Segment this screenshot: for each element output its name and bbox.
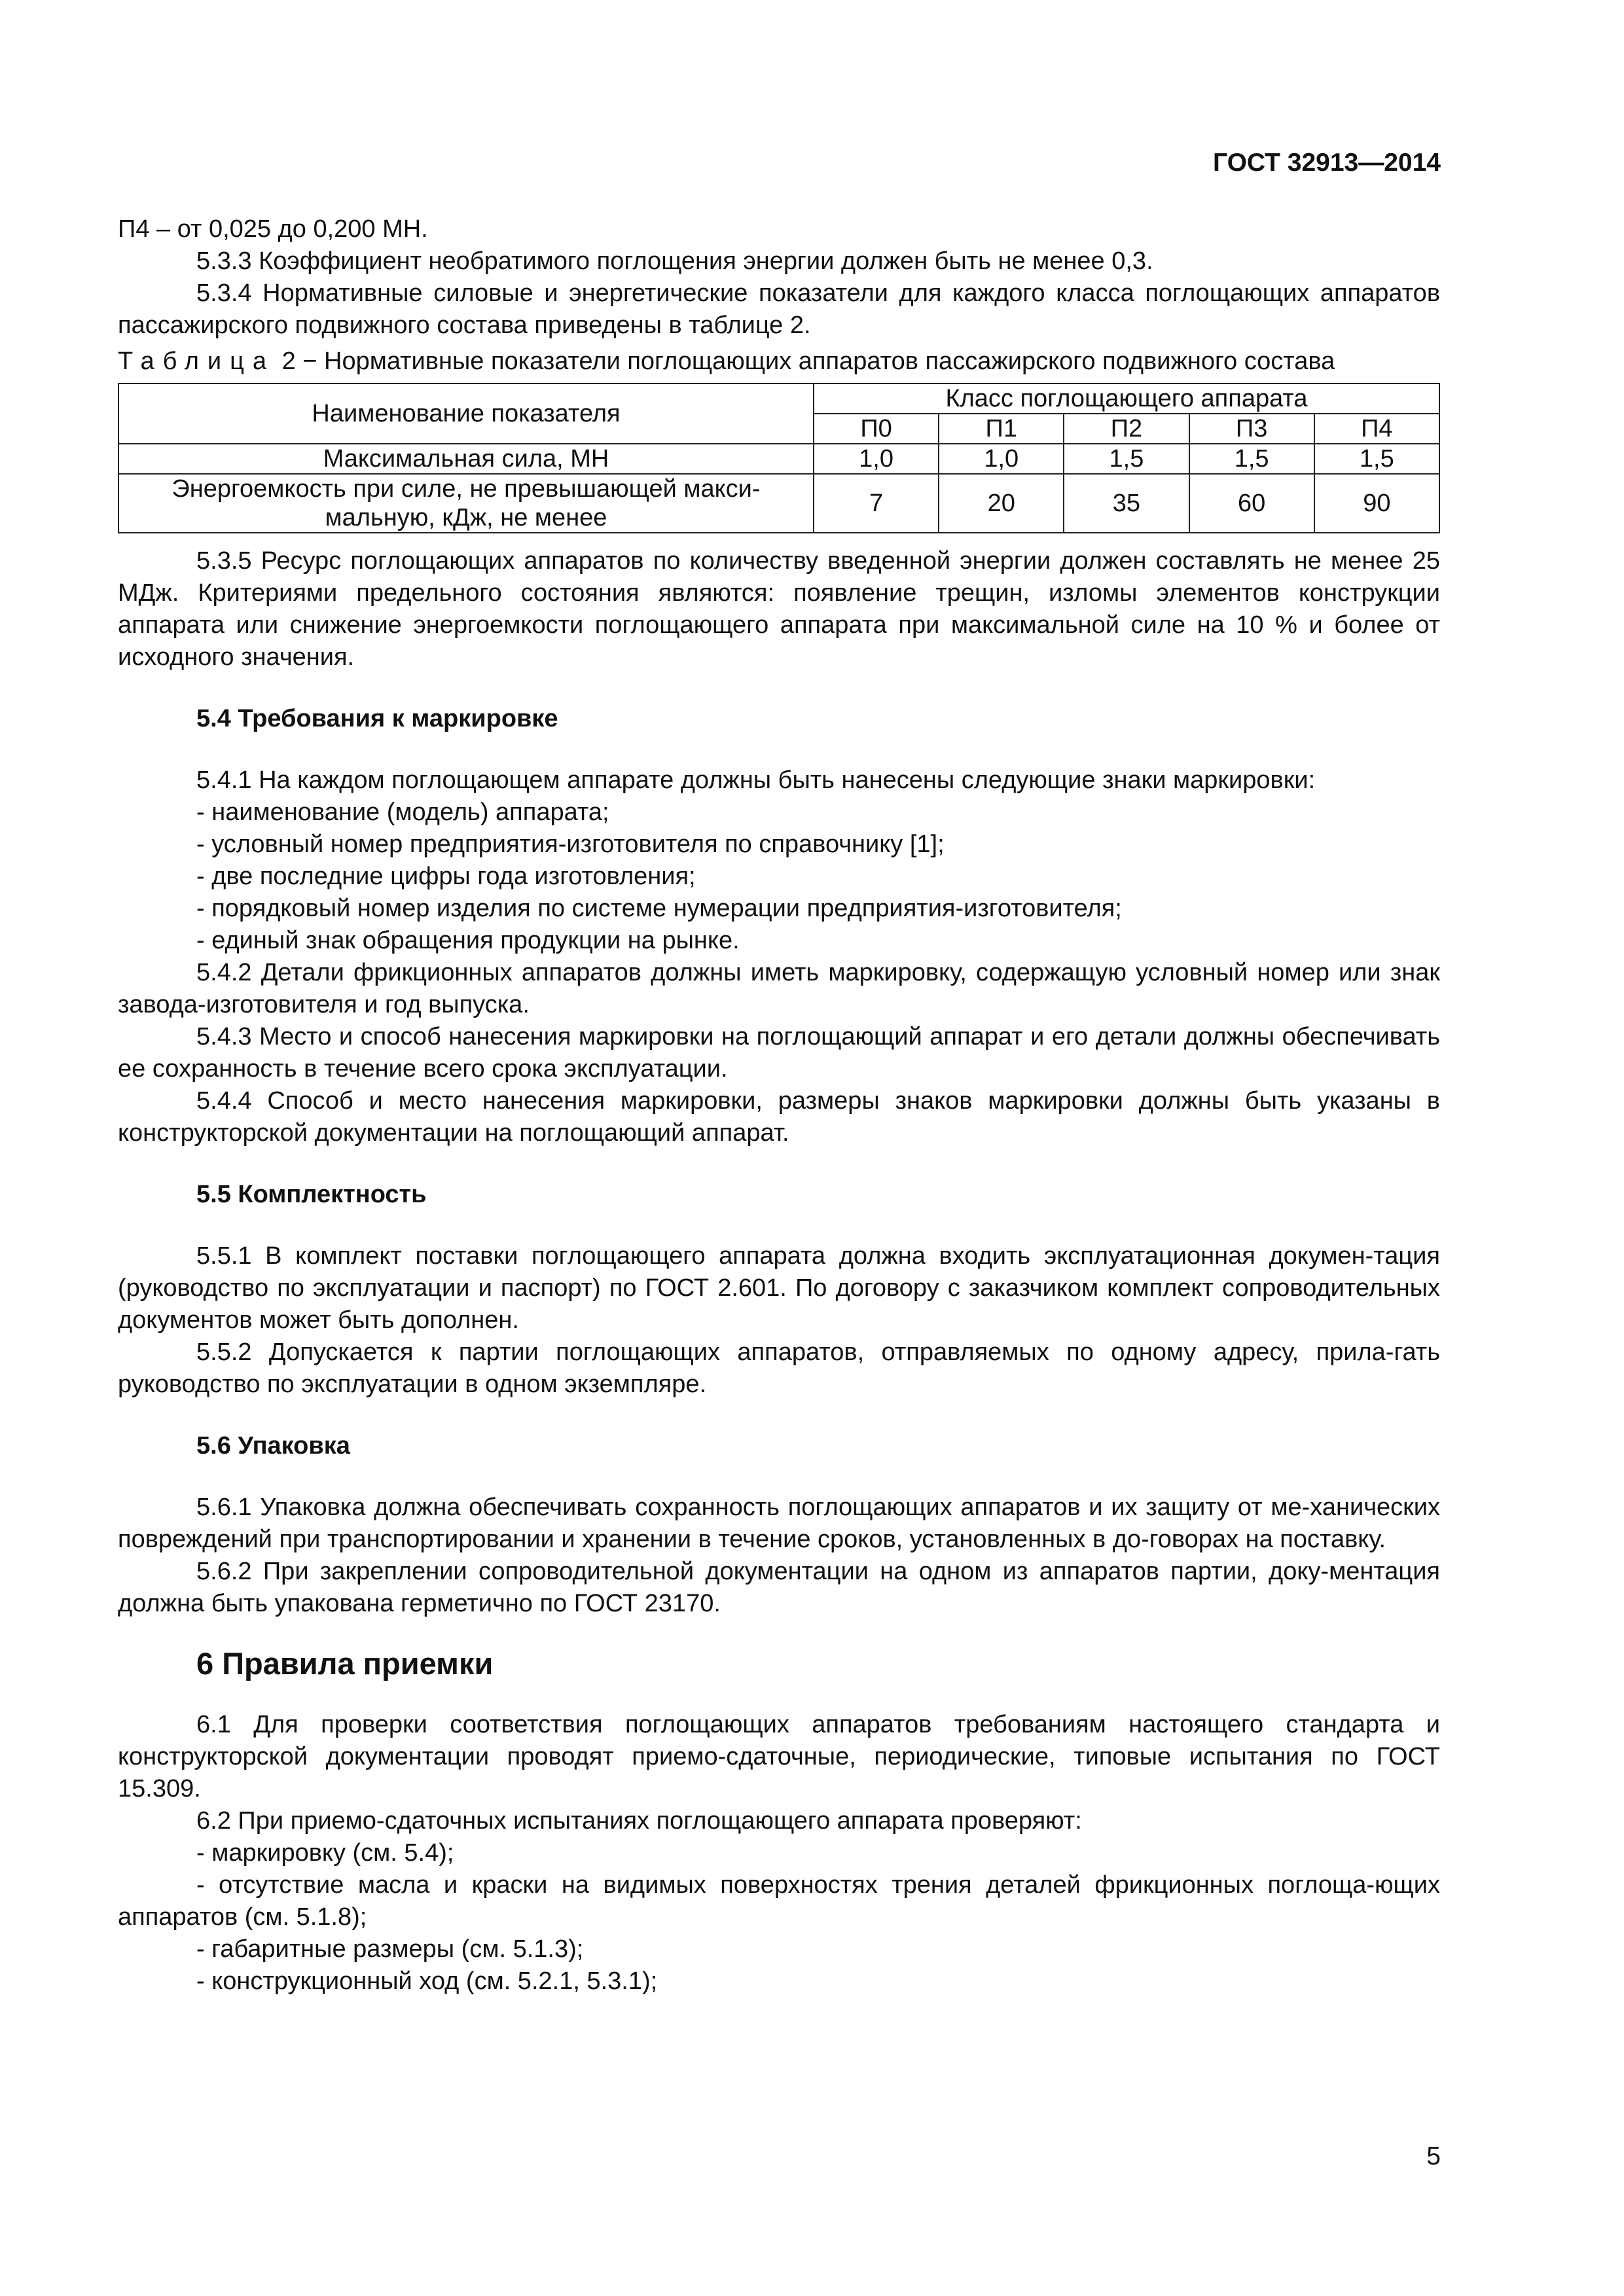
- paragraph: 5.4.3 Место и способ нанесения маркировки на поглощающий аппарат и его детали должны обеспечивать ее сохранность в течение всего срока эксплуатации.: [118, 1023, 1440, 1083]
- table-col-header: П0: [814, 414, 939, 444]
- paragraph: 5.3.3 Коэффициент необратимого поглощения энергии должен быть не менее 0,3.: [196, 247, 1153, 275]
- paragraph: 5.4.2 Детали фрикционных аппаратов должны иметь маркировку, содержащую условный номер или знак завода-изготовителя и год выпуска.: [118, 959, 1440, 1018]
- table-cell: 1,5: [1314, 444, 1439, 474]
- page-content: [118, 213, 1440, 1998]
- table-row: [118, 444, 1439, 474]
- table-col-header: П2: [1064, 414, 1189, 444]
- table-caption-text: 2 − Нормативные показатели поглощающих аппаратов пассажирского подвижного состава: [281, 348, 1335, 375]
- table-cell: 1,0: [814, 444, 939, 474]
- list-item: - условный номер предприятия-изготовителя по справочнику [1];: [196, 831, 945, 858]
- table-header-name: Наименование показателя: [118, 384, 814, 444]
- table-col-header: П4: [1314, 414, 1439, 444]
- paragraph: - отсутствие масла и краски на видимых поверхностях трения деталей фрикционных поглоща-ющих аппаратов (см. 5.1.8);: [118, 1871, 1440, 1931]
- list-item: - порядковый номер изделия по системе нумерации предприятия-изготовителя;: [196, 895, 1122, 922]
- paragraph: 5.3.5 Ресурс поглощающих аппаратов по количеству введенной энергии должен составлять не менее 25 МДж. Критериями предельного состояния являются: появление трещин, изломы элементов конструкции аппарата или снижение энергоемкости поглощающего аппарата при максимальной силе на 10 % и более от исходного значения.: [118, 547, 1440, 671]
- paragraph: 5.6.2 При закреплении сопроводительной документации на одном из аппаратов партии, доку-ментация должна быть упакована герметично по ГОСТ 23170.: [118, 1558, 1440, 1617]
- list-item: - наименование (модель) аппарата;: [196, 798, 609, 826]
- paragraph: 5.5.2 Допускается к партии поглощающих аппаратов, отправляемых по одному адресу, прила-гать руководство по эксплуатации в одном экземпляре.: [118, 1338, 1440, 1398]
- table-row-name: Энергоемкость при силе, не превышающей макси-мальную, кДж, не менее: [118, 474, 814, 533]
- section-heading: 5.5 Комплектность: [196, 1181, 427, 1208]
- list-item: - габаритные размеры (см. 5.1.3);: [196, 1935, 584, 1963]
- table-col-header: П3: [1189, 414, 1314, 444]
- document-code: ГОСТ 32913—2014: [1213, 149, 1441, 177]
- table-header-class: Класс поглощающего аппарата: [814, 384, 1439, 414]
- table-caption-label: Таблица: [118, 348, 275, 375]
- paragraph: 5.4.1 На каждом поглощающем аппарате должны быть нанесены следующие знаки маркировки:: [196, 766, 1316, 794]
- paragraph: 5.3.4 Нормативные силовые и энергетические показатели для каждого класса поглощающих аппаратов пассажирского подвижного состава приведены в таблице 2.: [118, 279, 1440, 339]
- paragraph: П4 – от 0,025 до 0,200 МН.: [118, 215, 428, 243]
- table-row: [118, 474, 1439, 533]
- list-item: - маркировку (см. 5.4);: [196, 1839, 454, 1867]
- section-heading: 5.4 Требования к маркировке: [196, 705, 558, 732]
- list-item: - две последние цифры года изготовления;: [196, 863, 696, 890]
- table-row-name: Максимальная сила, МН: [118, 444, 814, 474]
- chapter-heading: 6 Правила приемки: [196, 1646, 494, 1681]
- table-cell: 35: [1064, 474, 1189, 533]
- body-text: [118, 545, 1440, 1998]
- table-caption: [118, 346, 1440, 378]
- list-item: - единый знак обращения продукции на рынке.: [196, 927, 740, 954]
- table-cell: 90: [1314, 474, 1439, 533]
- table-cell: 60: [1189, 474, 1314, 533]
- table-cell: 7: [814, 474, 939, 533]
- table-cell: 1,0: [939, 444, 1064, 474]
- paragraph: 5.4.4 Способ и место нанесения маркировки, размеры знаков маркировки должны быть указаны в конструкторской документации на поглощающий аппарат.: [118, 1087, 1440, 1147]
- paragraph: 5.6.1 Упаковка должна обеспечивать сохранность поглощающих аппаратов и их защиту от ме-ханических повреждений при транспортировании и хранении в течение сроков, установленных в до-говорах на поставку.: [118, 1494, 1440, 1553]
- table-cell: 20: [939, 474, 1064, 533]
- paragraph: 5.5.1 В комплект поставки поглощающего аппарата должна входить эксплуатационная докумен-тация (руководство по эксплуатации и паспорт) по ГОСТ 2.601. По договору с заказчиком комплект сопроводительных документов может быть дополнен.: [118, 1242, 1440, 1334]
- list-item: - конструкционный ход (см. 5.2.1, 5.3.1);: [196, 1967, 658, 1995]
- paragraph: 6.2 При приемо-сдаточных испытаниях поглощающего аппарата проверяют:: [196, 1807, 1082, 1835]
- table-col-header: П1: [939, 414, 1064, 444]
- section-heading: 5.6 Упаковка: [196, 1432, 350, 1460]
- page-number: 5: [1426, 2142, 1441, 2170]
- performance-table: [118, 383, 1440, 533]
- table-cell: 1,5: [1189, 444, 1314, 474]
- table-cell: 1,5: [1064, 444, 1189, 474]
- paragraph: 6.1 Для проверки соответствия поглощающих аппаратов требованиям настоящего стандарта и конструкторской документации проводят приемо-сдаточные, периодические, типовые испытания по ГОСТ 15.309.: [118, 1711, 1440, 1803]
